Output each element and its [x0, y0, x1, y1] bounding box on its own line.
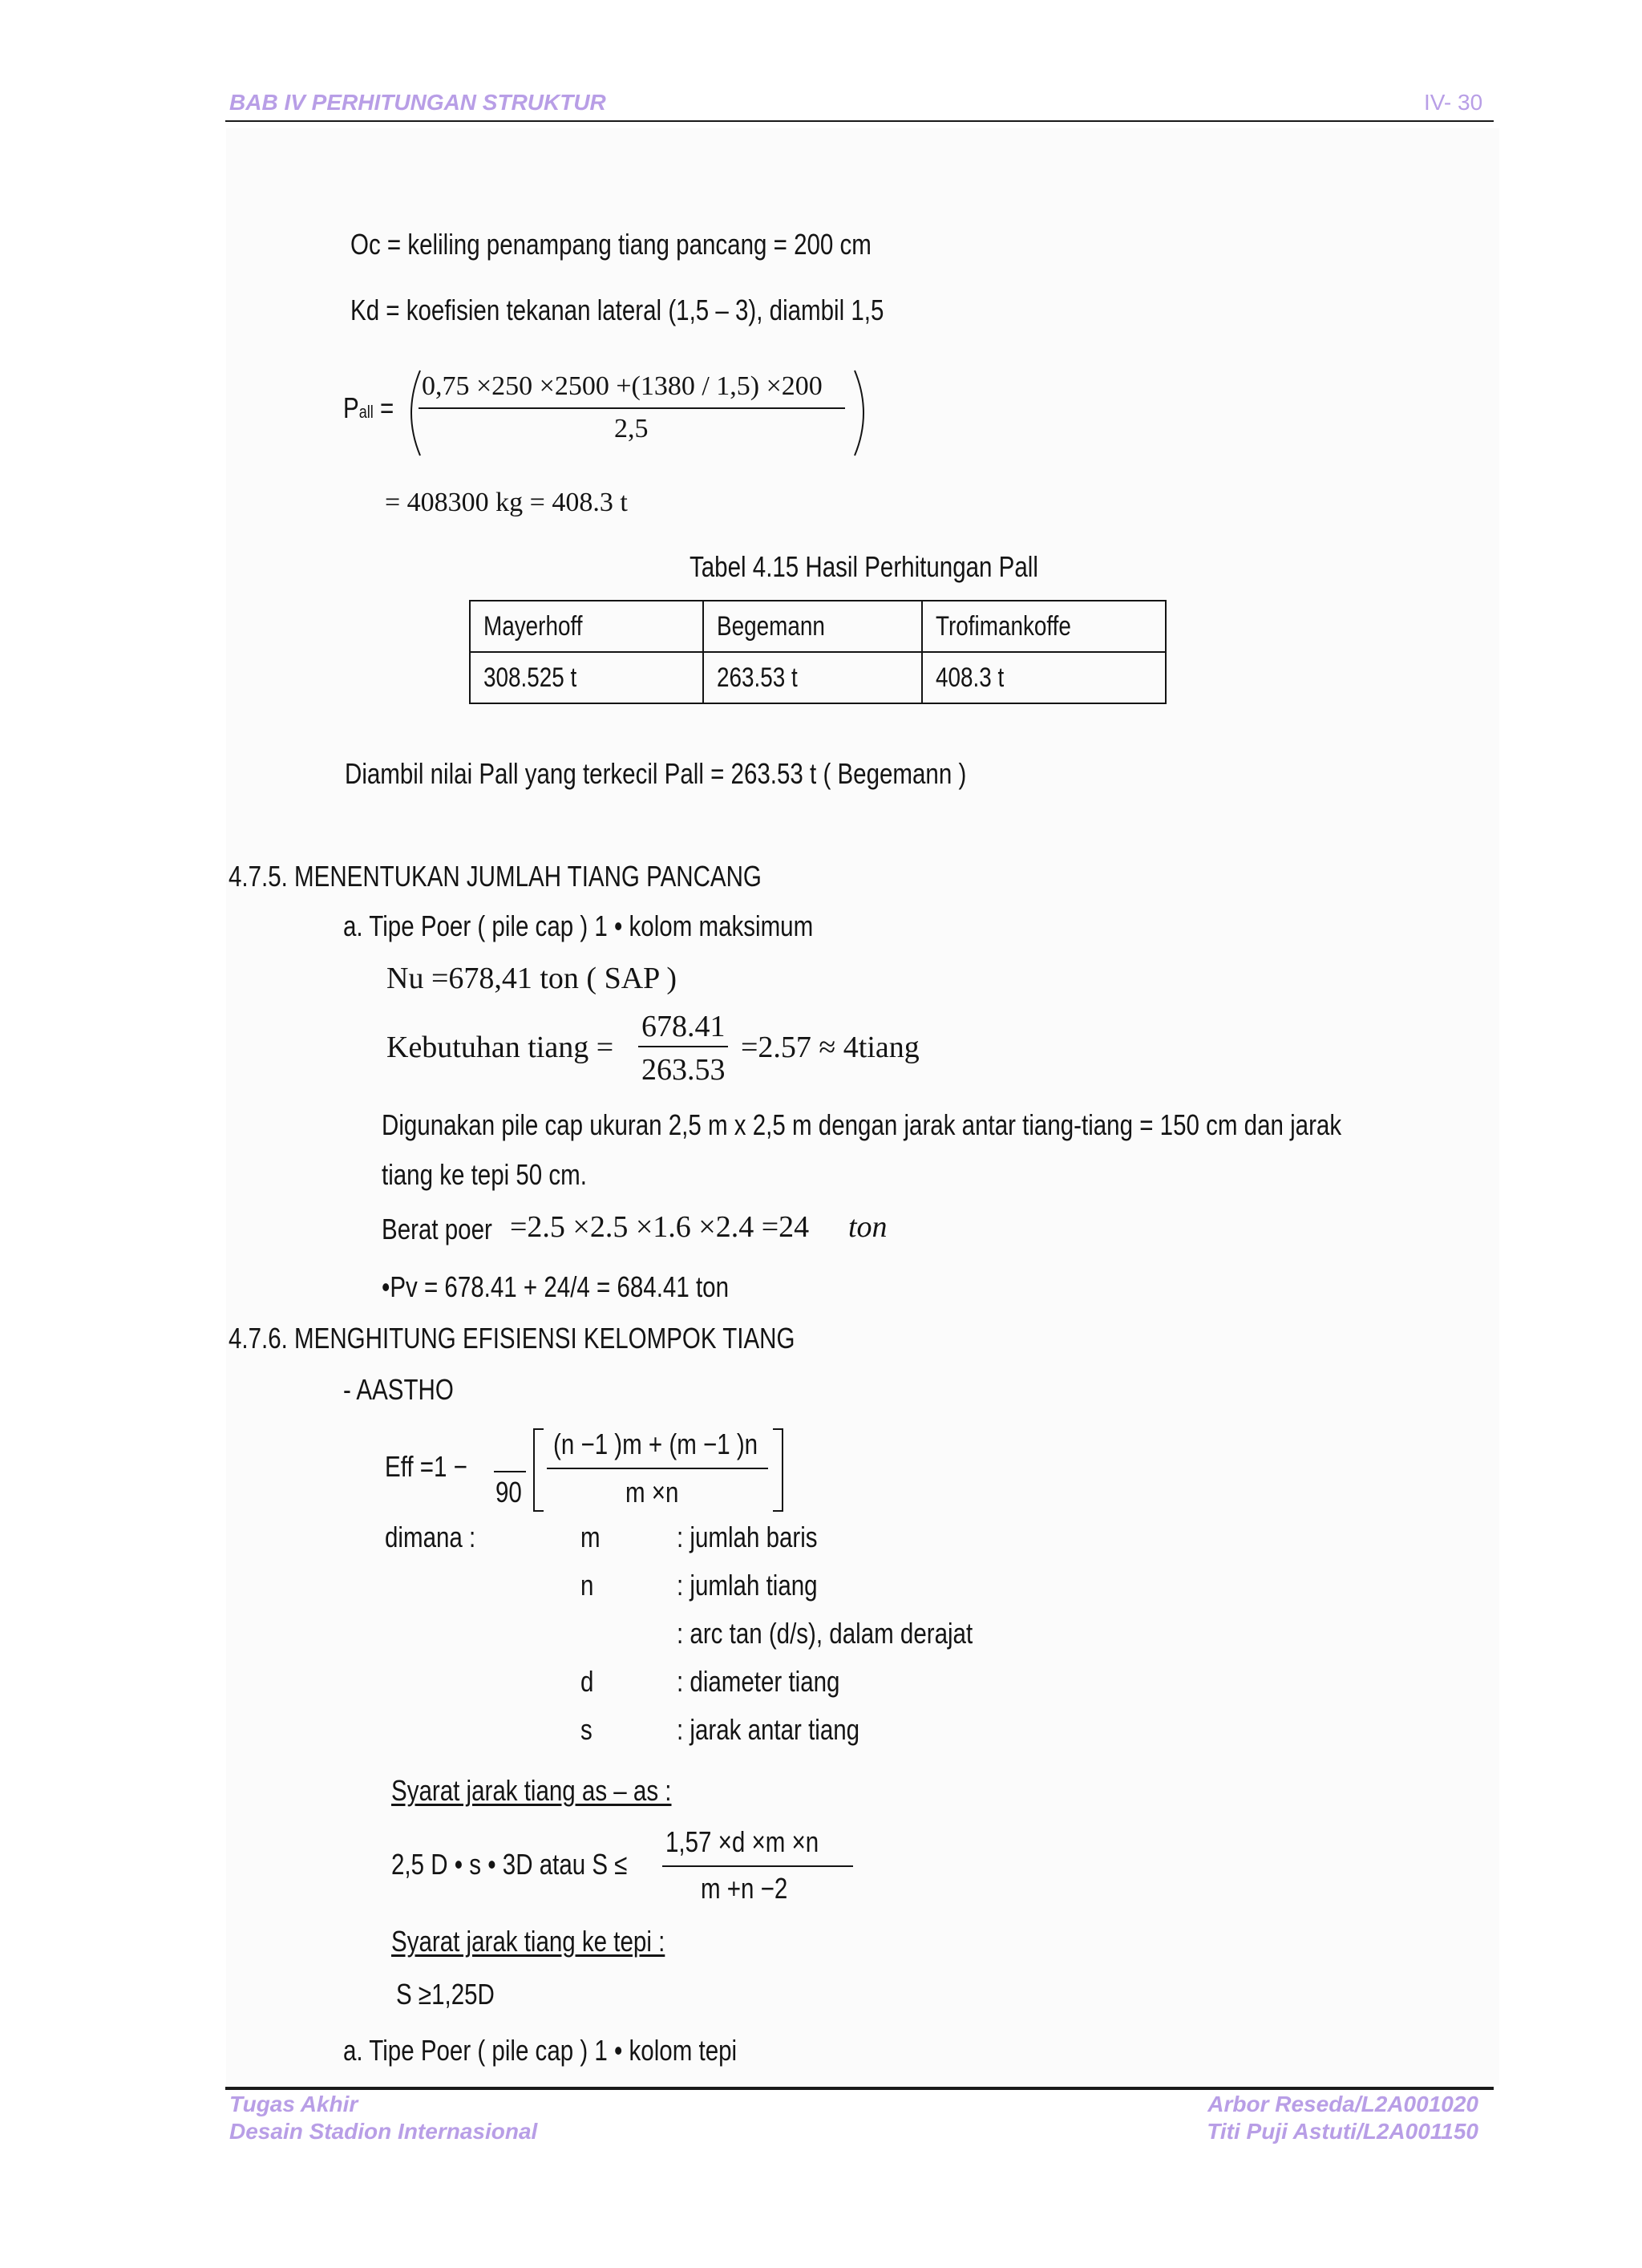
kebutuhan-numerator: 678.41: [641, 1010, 726, 1043]
kd-definition: Kd = koefisien tekanan lateral (1,5 – 3), diambil 1,5: [350, 294, 884, 326]
syarat-as-fraction-bar: [662, 1865, 853, 1867]
oc-definition: Oc = keliling penampang tiang pancang = 200 cm: [350, 228, 872, 261]
table-cell: 308.525 t: [470, 652, 703, 703]
footer-right-line1: Arbor Reseda/L2A001020: [1207, 2092, 1478, 2116]
definition-symbol: m: [580, 1521, 601, 1553]
kebutuhan-fraction-bar: [638, 1046, 728, 1047]
footer-right-line2: Titi Puji Astuti/L2A001150: [1207, 2119, 1478, 2144]
pilecap-description-line2: tiang ke tepi 50 cm.: [382, 1158, 587, 1191]
definition-symbol: s: [580, 1713, 592, 1746]
pall-fraction-bar: [419, 407, 845, 409]
eff-numerator: (n −1 )m + (m −1 )n: [553, 1428, 758, 1460]
syarat-as-title: Syarat jarak tiang as – as :: [391, 1774, 672, 1807]
section-heading-476: 4.7.6. MENGHITUNG EFISIENSI KELOMPOK TIANG: [229, 1322, 795, 1355]
aastho-item: - AASTHO: [343, 1373, 454, 1406]
table-cell: 408.3 t: [922, 652, 1166, 703]
syarat-tepi-title: Syarat jarak tiang ke tepi :: [391, 1925, 665, 1958]
definition-text: : diameter tiang: [677, 1665, 840, 1698]
table-header-cell: Mayerhoff: [470, 601, 703, 652]
definition-text: : jumlah tiang: [677, 1569, 818, 1602]
eff-fraction-bar: [547, 1468, 768, 1469]
item-a-kolom-tepi: a. Tipe Poer ( pile cap ) 1 • kolom tepi: [343, 2034, 738, 2067]
berat-poer-label: Berat poer: [382, 1213, 492, 1245]
conclusion-text: Diambil nilai Pall yang terkecil Pall = 263.53 t ( Begemann ): [345, 757, 967, 790]
definition-text: : arc tan (d/s), dalam derajat: [677, 1617, 973, 1650]
kebutuhan-result: =2.57 ≈ 4tiang: [741, 1031, 920, 1064]
header-rule: [225, 120, 1494, 122]
eff-left-side: Eff =1 −: [385, 1450, 467, 1483]
right-paren: [850, 369, 874, 457]
kebutuhan-denominator: 263.53: [641, 1053, 726, 1087]
pilecap-description-line1: Digunakan pile cap ukuran 2,5 m x 2,5 m dengan jarak antar tiang-tiang = 150 cm dan jarak: [382, 1108, 1342, 1141]
eff-denominator: m ×n: [625, 1476, 679, 1509]
right-bracket: [771, 1428, 784, 1513]
header-chapter-title: BAB IV PERHITUNGAN STRUKTUR: [229, 90, 606, 115]
pall-denominator: 2,5: [614, 414, 649, 443]
pv-value: •Pv = 678.41 + 24/4 = 684.41 ton: [382, 1270, 729, 1303]
eff-small-fraction-bar: [494, 1471, 526, 1472]
footer-left-line1: Tugas Akhir: [229, 2092, 358, 2116]
syarat-tepi-formula: S ≥1,25D: [396, 1978, 495, 2011]
definition-symbol: d: [580, 1665, 594, 1698]
header-page-number: IV- 30: [1424, 90, 1483, 115]
definition-symbol: n: [580, 1569, 594, 1602]
left-bracket: [532, 1428, 545, 1513]
table-cell: 263.53 t: [703, 652, 922, 703]
pall-label: Pall =: [343, 391, 394, 424]
table-caption: Tabel 4.15 Hasil Perhitungan Pall: [690, 550, 1038, 583]
footer-rule: [225, 2087, 1494, 2090]
footer-left-line2: Desain Stadion Internasional: [229, 2119, 538, 2144]
pall-result: = 408300 kg = 408.3 t: [385, 488, 628, 517]
section-heading-475: 4.7.5. MENENTUKAN JUMLAH TIANG PANCANG: [229, 860, 762, 893]
nu-value: Nu =678,41 ton ( SAP ): [386, 962, 677, 995]
syarat-as-numerator: 1,57 ×d ×m ×n: [665, 1825, 819, 1858]
pall-results-table: [469, 600, 1167, 704]
dimana-label: dimana :: [385, 1521, 476, 1553]
table-header-cell: Trofimankoffe: [922, 601, 1166, 652]
table-header-row: [470, 601, 1166, 652]
table-header-cell: Begemann: [703, 601, 922, 652]
berat-poer-unit: ton: [848, 1210, 888, 1244]
berat-poer-expression: =2.5 ×2.5 ×1.6 ×2.4 =24: [510, 1210, 810, 1244]
syarat-as-denominator: m +n −2: [701, 1872, 788, 1905]
pall-numerator: 0,75 ×250 ×2500 +(1380 / 1,5) ×200: [422, 371, 823, 401]
table-row: [470, 652, 1166, 703]
item-a-kolom-maksimum: a. Tipe Poer ( pile cap ) 1 • kolom maksimum: [343, 909, 814, 942]
eff-90: 90: [495, 1476, 522, 1509]
definition-text: : jarak antar tiang: [677, 1713, 860, 1746]
definition-text: : jumlah baris: [677, 1521, 818, 1553]
kebutuhan-label: Kebutuhan tiang =: [386, 1031, 614, 1064]
syarat-as-left: 2,5 D • s • 3D atau S ≤: [391, 1848, 628, 1881]
